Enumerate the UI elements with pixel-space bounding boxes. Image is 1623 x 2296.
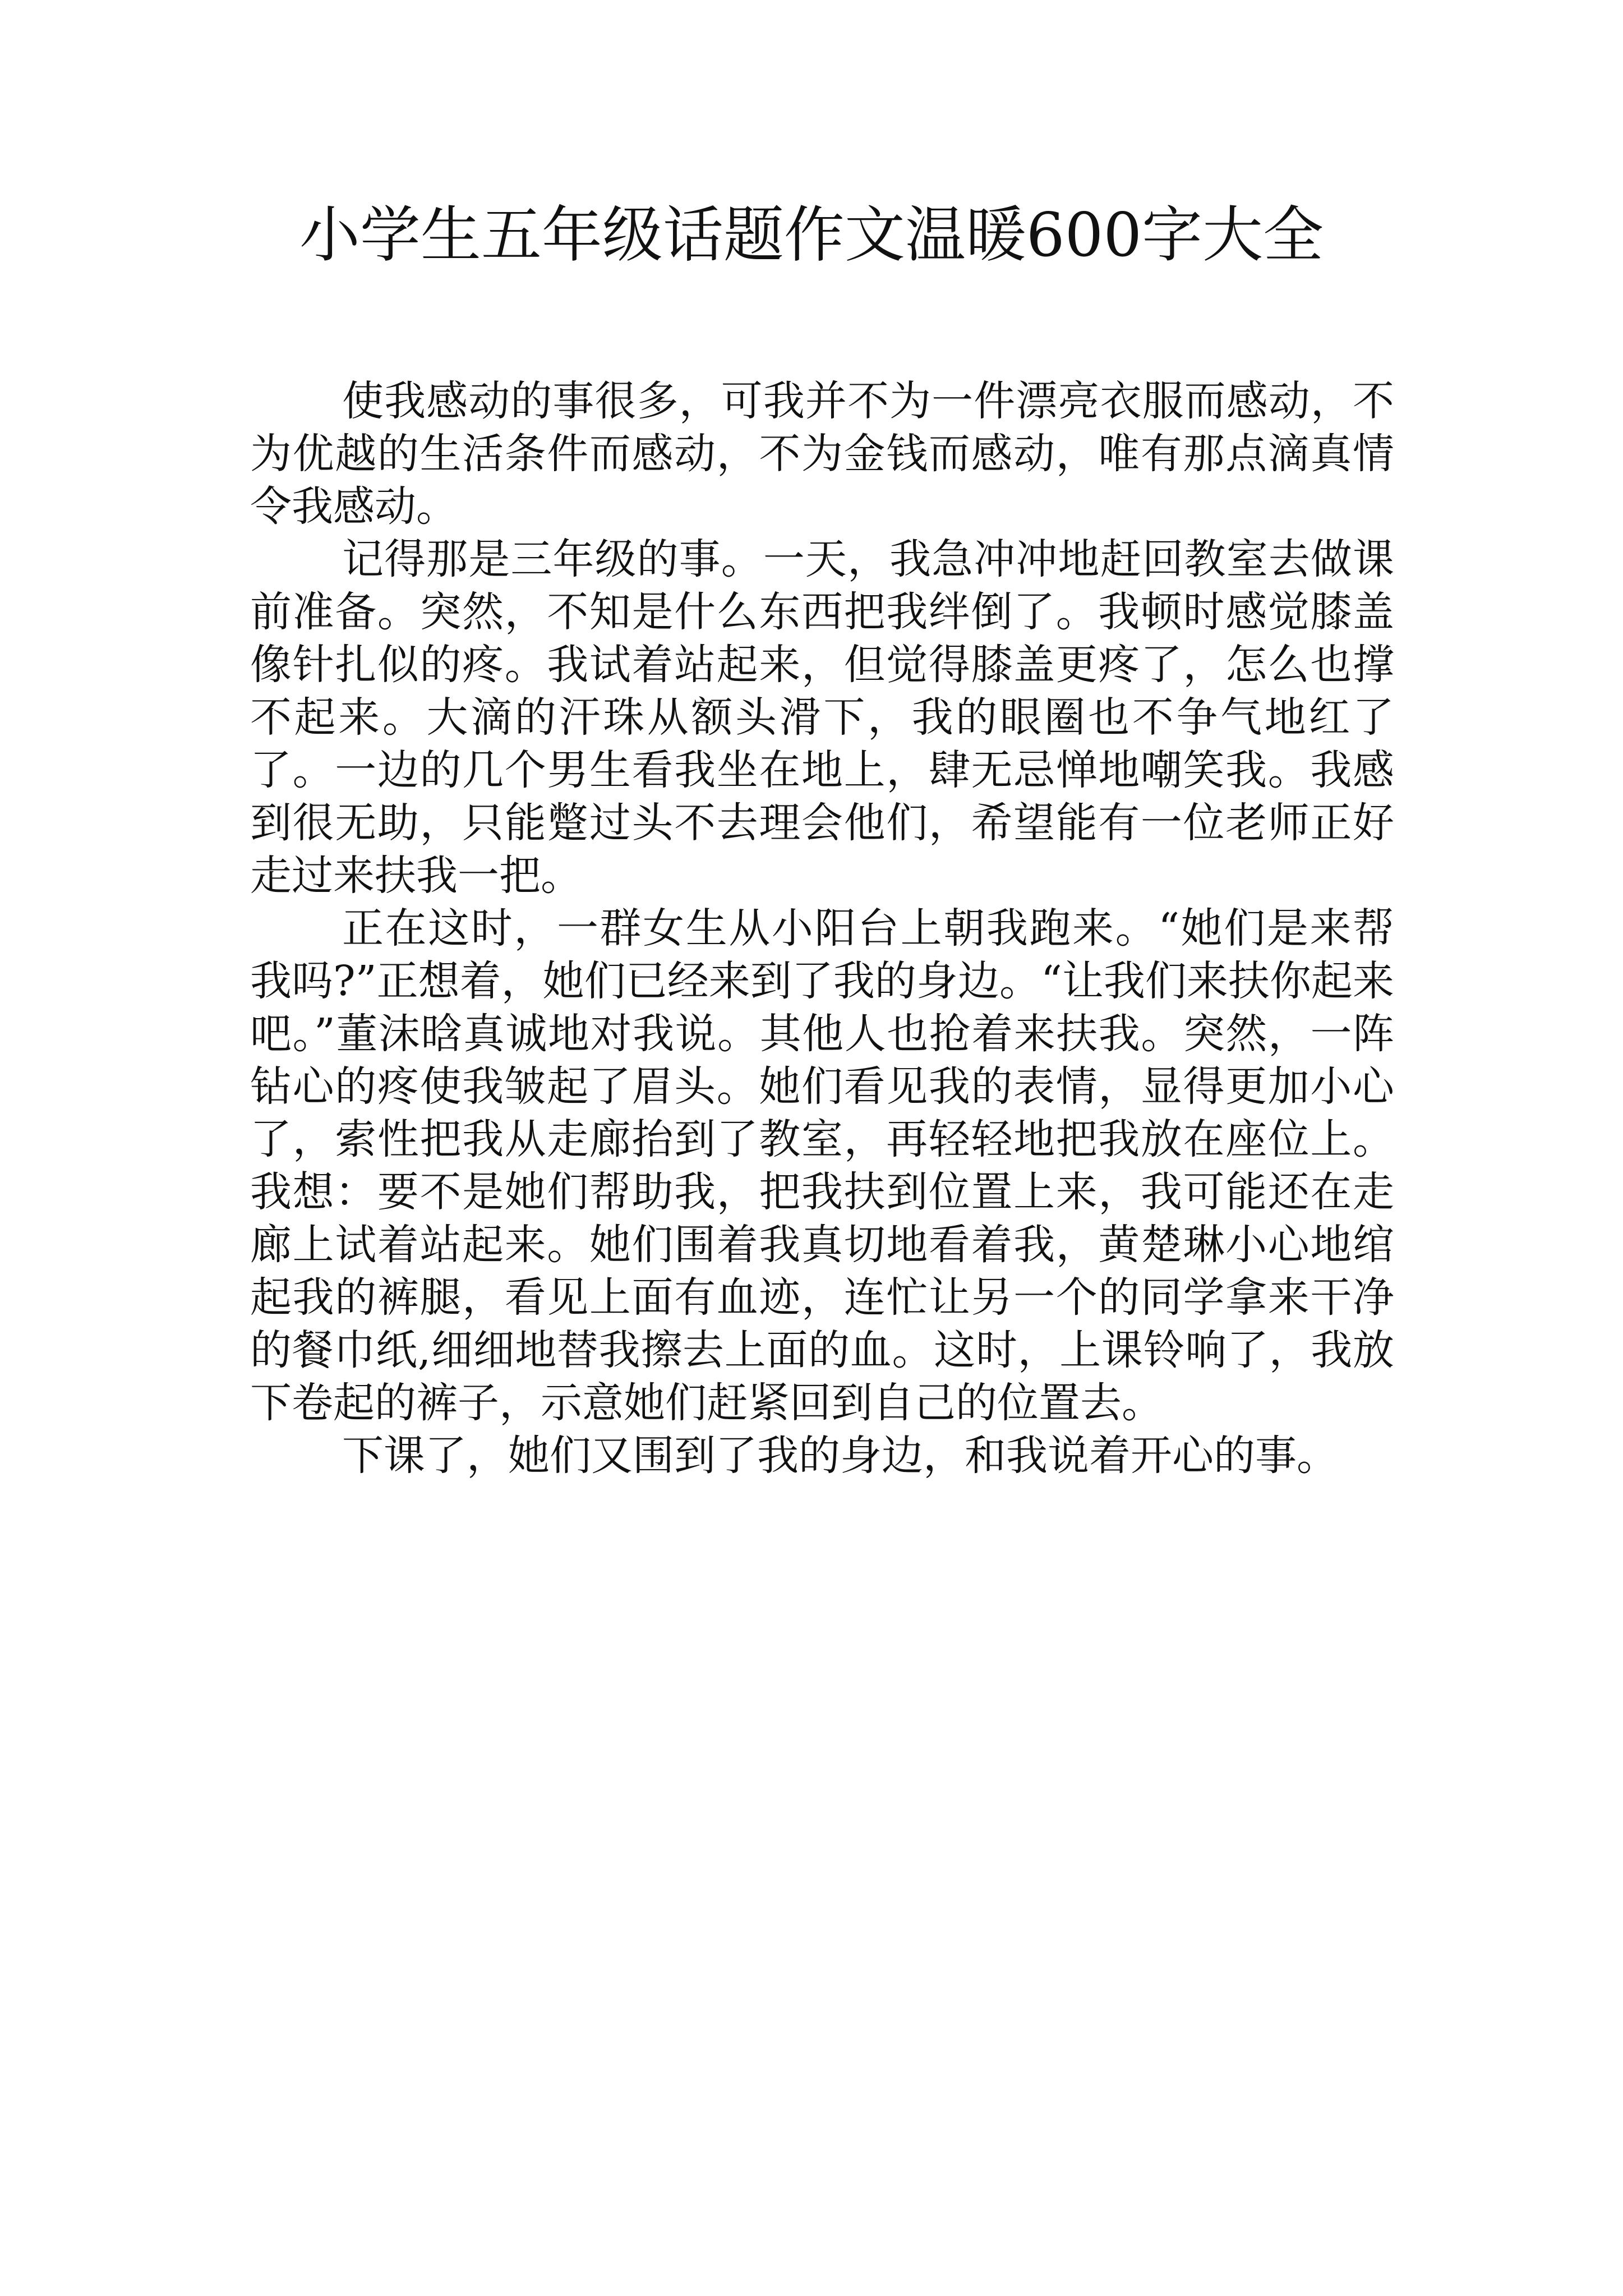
- paragraph: 使我感动的事很多，可我并不为一件漂亮衣服而感动，不为优越的生活条件而感动，不为金钱而感动，唯有那点滴真情令我感动。: [250, 377, 1394, 531]
- document-body: [250, 375, 1394, 1482]
- paragraph: 正在这时，一群女生从小阳台上朝我跑来。“她们是来帮我吗?”正想着，她们已经来到了我的身边。“让我们来扶你起来吧。”董沫晗真诚地对我说。其他人也抢着来扶我。突然，一阵钻心的疼使我皱起了眉头。她们看见我的表情，显得更加小心了，索性把我从走廊抬到了教室，再轻轻地把我放在座位上。我想：要不是她们帮助我，把我扶到位置上来，我可能还在走廊上试着站起来。她们围着我真切地看着我，黄楚琳小心地绾起我的裤腿，看见上面有血迹，连忙让另一个的同学拿来干净的餐巾纸,细细地替我擦去上面的血。这时，上课铃响了，我放下卷起的裤子，示意她们赶紧回到自己的位置去。: [250, 904, 1394, 1427]
- document-title: 小学生五年级话题作文温暖600字大全: [299, 200, 1324, 270]
- paragraph: 记得那是三年级的事。一天，我急冲冲地赶回教室去做课前准备。突然，不知是什么东西把我绊倒了。我顿时感觉膝盖像针扎似的疼。我试着站起来，但觉得膝盖更疼了，怎么也撑不起来。大滴的汗珠从额头滑下，我的眼圈也不争气地红了了。一边的几个男生看我坐在地上，肆无忌惮地嘲笑我。我感到很无助，只能蹩过头不去理会他们，希望能有一位老师正好走过来扶我一把。: [250, 535, 1394, 900]
- paragraph: 下课了，她们又围到了我的身边，和我说着开心的事。: [342, 1432, 1338, 1480]
